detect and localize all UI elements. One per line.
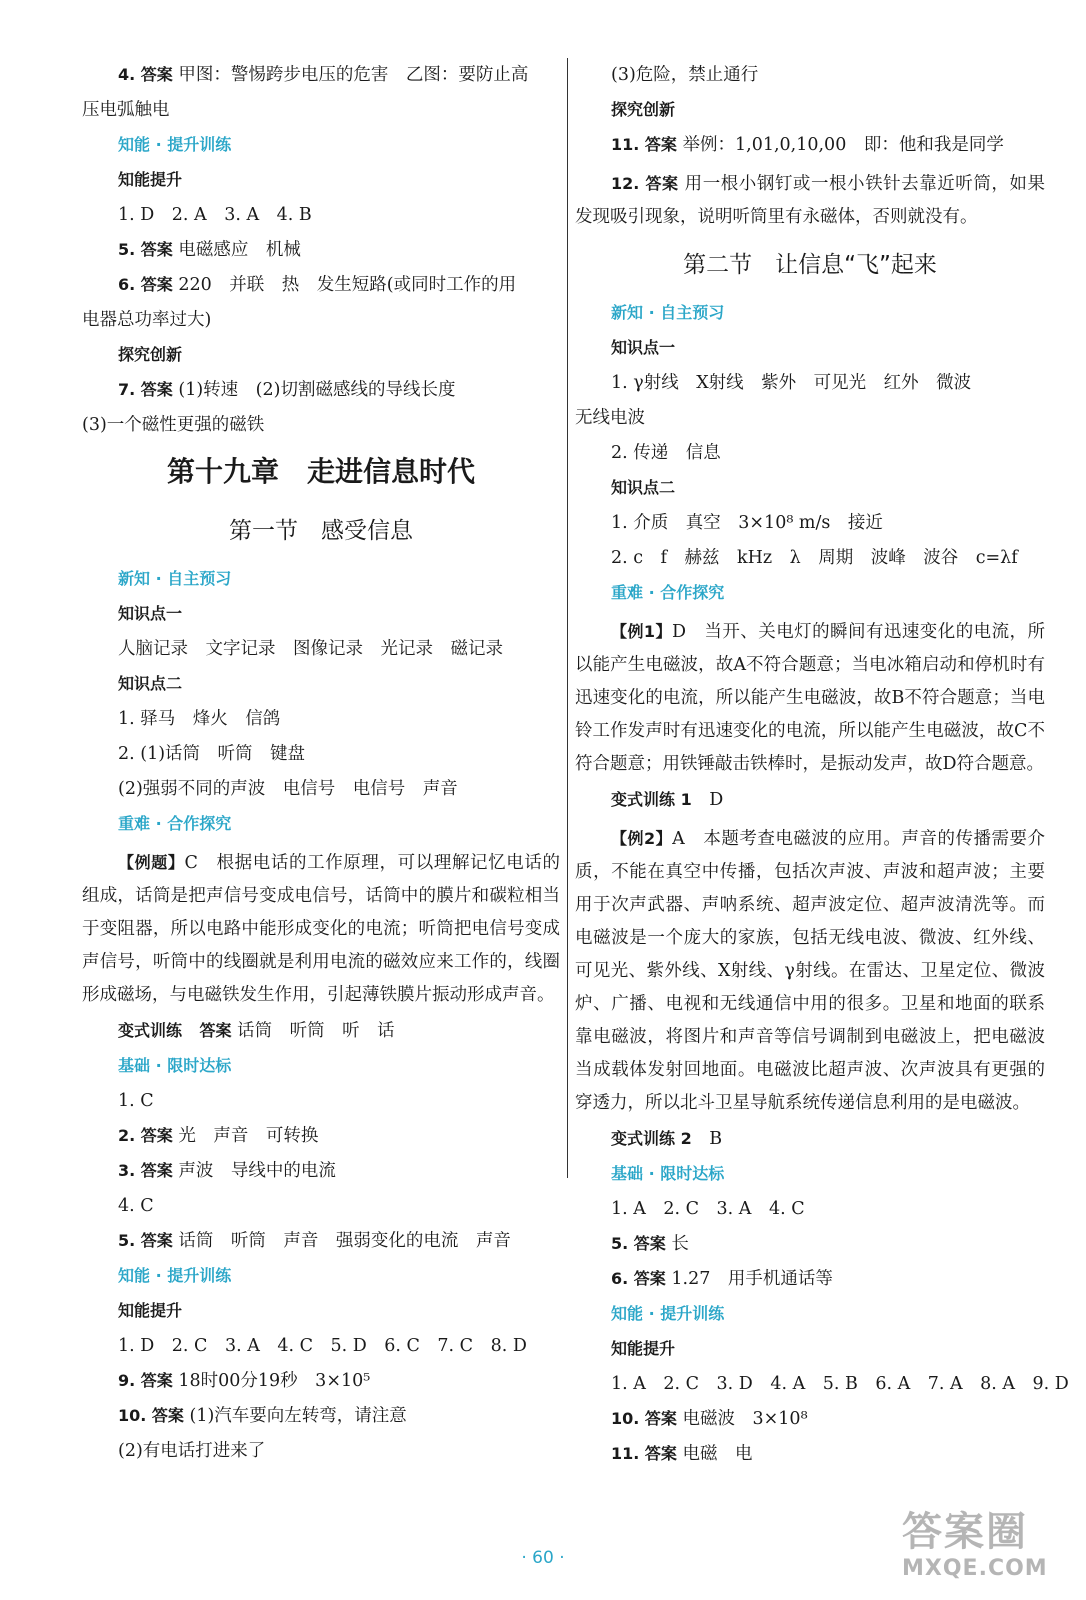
answer-row: 1. D 2. C 3. A 4. C 5. D 6. C 7. C 8. D: [118, 1336, 527, 1356]
section-heading: 重难 · 合作探究: [118, 814, 232, 833]
answer-row: (2)强弱不同的声波 电信号 电信号 声音: [118, 779, 458, 799]
answer-row: 1. A 2. C 3. D 4. A 5. B 6. A 7. A 8. A 9. D: [611, 1374, 1069, 1394]
section-heading: 新知 · 自主预习: [118, 569, 232, 588]
subsection-heading: 知能提升: [118, 170, 183, 189]
watermark-url: MXQE.COM: [902, 1556, 1048, 1581]
answer-item: 6. 答案 1.27 用手机通话等: [611, 1269, 833, 1289]
answer-item-continuation: (3)一个磁性更强的磁铁: [82, 415, 265, 435]
section-heading: 知能 · 提升训练: [118, 135, 232, 154]
section-heading: 重难 · 合作探究: [611, 583, 725, 602]
answer-item: 9. 答案 18时00分19秒 3×10⁵: [118, 1371, 371, 1391]
section-heading: 基础 · 限时达标: [118, 1056, 232, 1075]
answer-item: (2)有电话打进来了: [118, 1441, 266, 1461]
answer-item: 5. 答案 话筒 听筒 声音 强弱变化的电流 声音: [118, 1231, 511, 1251]
answer-row: 2. (1)话筒 听筒 键盘: [118, 744, 306, 764]
section-heading: 基础 · 限时达标: [611, 1164, 725, 1183]
answer-row: 1. 驿马 烽火 信鸽: [118, 709, 281, 729]
answer-item: 10. 答案 电磁波 3×10⁸: [611, 1409, 808, 1429]
watermark-text: 答案圈: [902, 1509, 1028, 1555]
answer-item-continuation: 压电弧触电: [82, 100, 170, 120]
subsection-heading: 探究创新: [118, 345, 183, 364]
answer-item: 5. 答案 电磁感应 机械: [118, 240, 301, 260]
variant-answer: 变式训练 答案 话筒 听筒 听 话: [118, 1021, 395, 1041]
example-paragraph: 【例1】D 当开、关电灯的瞬间有迅速变化的电流，所以能产生电磁波，故A不符合题意；当电冰箱启动和停机时有迅速变化的电流，所以能产生电磁波，故B不符合题意；当电铃工作发声时有迅速变化的电流，所以能产生电磁波，故C不符合题意；用铁锤敲击铁棒时，是振动发声，故D符合题意。: [575, 622, 1046, 774]
answer-row: 1. γ射线 X射线 紫外 可见光 红外 微波: [611, 373, 972, 393]
subsection-heading: 探究创新: [611, 100, 676, 119]
variant-answer: 变式训练 2 B: [611, 1129, 723, 1149]
section-title: 第一节 感受信息: [229, 518, 413, 544]
answer-item: 6. 答案 220 并联 热 发生短路(或同时工作的用: [118, 275, 517, 295]
section-heading: 知能 · 提升训练: [611, 1304, 725, 1323]
answer-item: 4. 答案 甲图：警惕跨步电压的危害 乙图：要防止高: [118, 65, 529, 85]
answer-item: 11. 答案 举例：1,01,0,10,00 即：他和我是同学: [611, 135, 1004, 155]
section-heading: 知能 · 提升训练: [118, 1266, 232, 1285]
answer-item-continuation: 无线电波: [575, 408, 645, 428]
subsection-heading: 知能提升: [611, 1339, 676, 1358]
subsection-heading: 知识点一: [118, 604, 183, 623]
answer-item: 3. 答案 声波 导线中的电流: [118, 1161, 336, 1181]
answer-item: 4. C: [118, 1196, 154, 1216]
answer-item-continuation: 电器总功率过大): [82, 310, 212, 330]
answer-row: 人脑记录 文字记录 图像记录 光记录 磁记录: [118, 639, 503, 659]
section-title: 第二节 让信息“飞”起来: [683, 252, 937, 278]
answer-row: 2. 传递 信息: [611, 443, 721, 463]
left-column: [82, 62, 560, 1473]
answer-item: 5. 答案 长: [611, 1234, 689, 1254]
example-paragraph: 【例2】A 本题考查电磁波的应用。声音的传播需要介质，不能在真空中传播，包括次声波、声波和超声波；主要用于次声武器、声呐系统、超声波定位、超声波清洗等。而电磁波是一个庞大的家族，包括无线电波、微波、红外线、可见光、紫外线、X射线、γ射线。在雷达、卫星定位、微波炉、广播、电视和无线通信中用的很多。卫星和地面的联系靠电磁波，将图片和声音等信号调制到电磁波上，把电磁波当成载体发射回地面。电磁波比超声波、次声波具有更强的穿透力，所以北斗卫星导航系统传递信息利用的是电磁波。: [575, 829, 1046, 1113]
column-divider: [567, 58, 568, 1178]
answer-row: 1. A 2. C 3. A 4. C: [611, 1199, 805, 1219]
answer-row: 2. c f 赫兹 kHz λ 周期 波峰 波谷 c=λf: [611, 548, 1018, 568]
right-column: [575, 62, 1069, 1476]
section-heading: 新知 · 自主预习: [611, 303, 725, 322]
chapter-title: 第十九章 走进信息时代: [166, 455, 475, 488]
variant-answer: 变式训练 1 D: [611, 790, 724, 810]
subsection-heading: 知识点二: [611, 478, 676, 497]
answer-row: 1. 介质 真空 3×10⁸ m/s 接近: [611, 513, 883, 533]
watermark-logo: [902, 1508, 1072, 1590]
example-paragraph: 【例题】C 根据电话的工作原理，可以理解记忆电话的组成，话筒是把声信号变成电信号，话筒中的膜片和碳粒相当于变阻器，所以电路中能形成变化的电流；听筒把电信号变成声信号，听筒中的线圈就是利用电流的磁效应来工作的，线圈形成磁场，与电磁铁发生作用，引起薄铁膜片振动形成声音。: [82, 853, 560, 1005]
answer-item: 2. 答案 光 声音 可转换: [118, 1126, 319, 1146]
subsection-heading: 知识点二: [118, 674, 183, 693]
answer-item: 11. 答案 电磁 电: [611, 1444, 753, 1464]
answer-item: 1. C: [118, 1091, 154, 1111]
subsection-heading: 知能提升: [118, 1301, 183, 1320]
answer-item: 7. 答案 (1)转速 (2)切割磁感线的导线长度: [118, 380, 456, 400]
answer-item: 10. 答案 (1)汽车要向左转弯，请注意: [118, 1406, 407, 1426]
answer-paragraph: 12. 答案 用一根小钢钉或一根小铁针去靠近听筒，如果发现吸引现象，说明听筒里有永磁体，否则就没有。: [575, 174, 1045, 227]
page-number: · 60 ·: [521, 1548, 565, 1568]
answer-item: (3)危险，禁止通行: [611, 65, 759, 85]
subsection-heading: 知识点一: [611, 338, 676, 357]
answer-row: 1. D 2. A 3. A 4. B: [118, 205, 312, 225]
